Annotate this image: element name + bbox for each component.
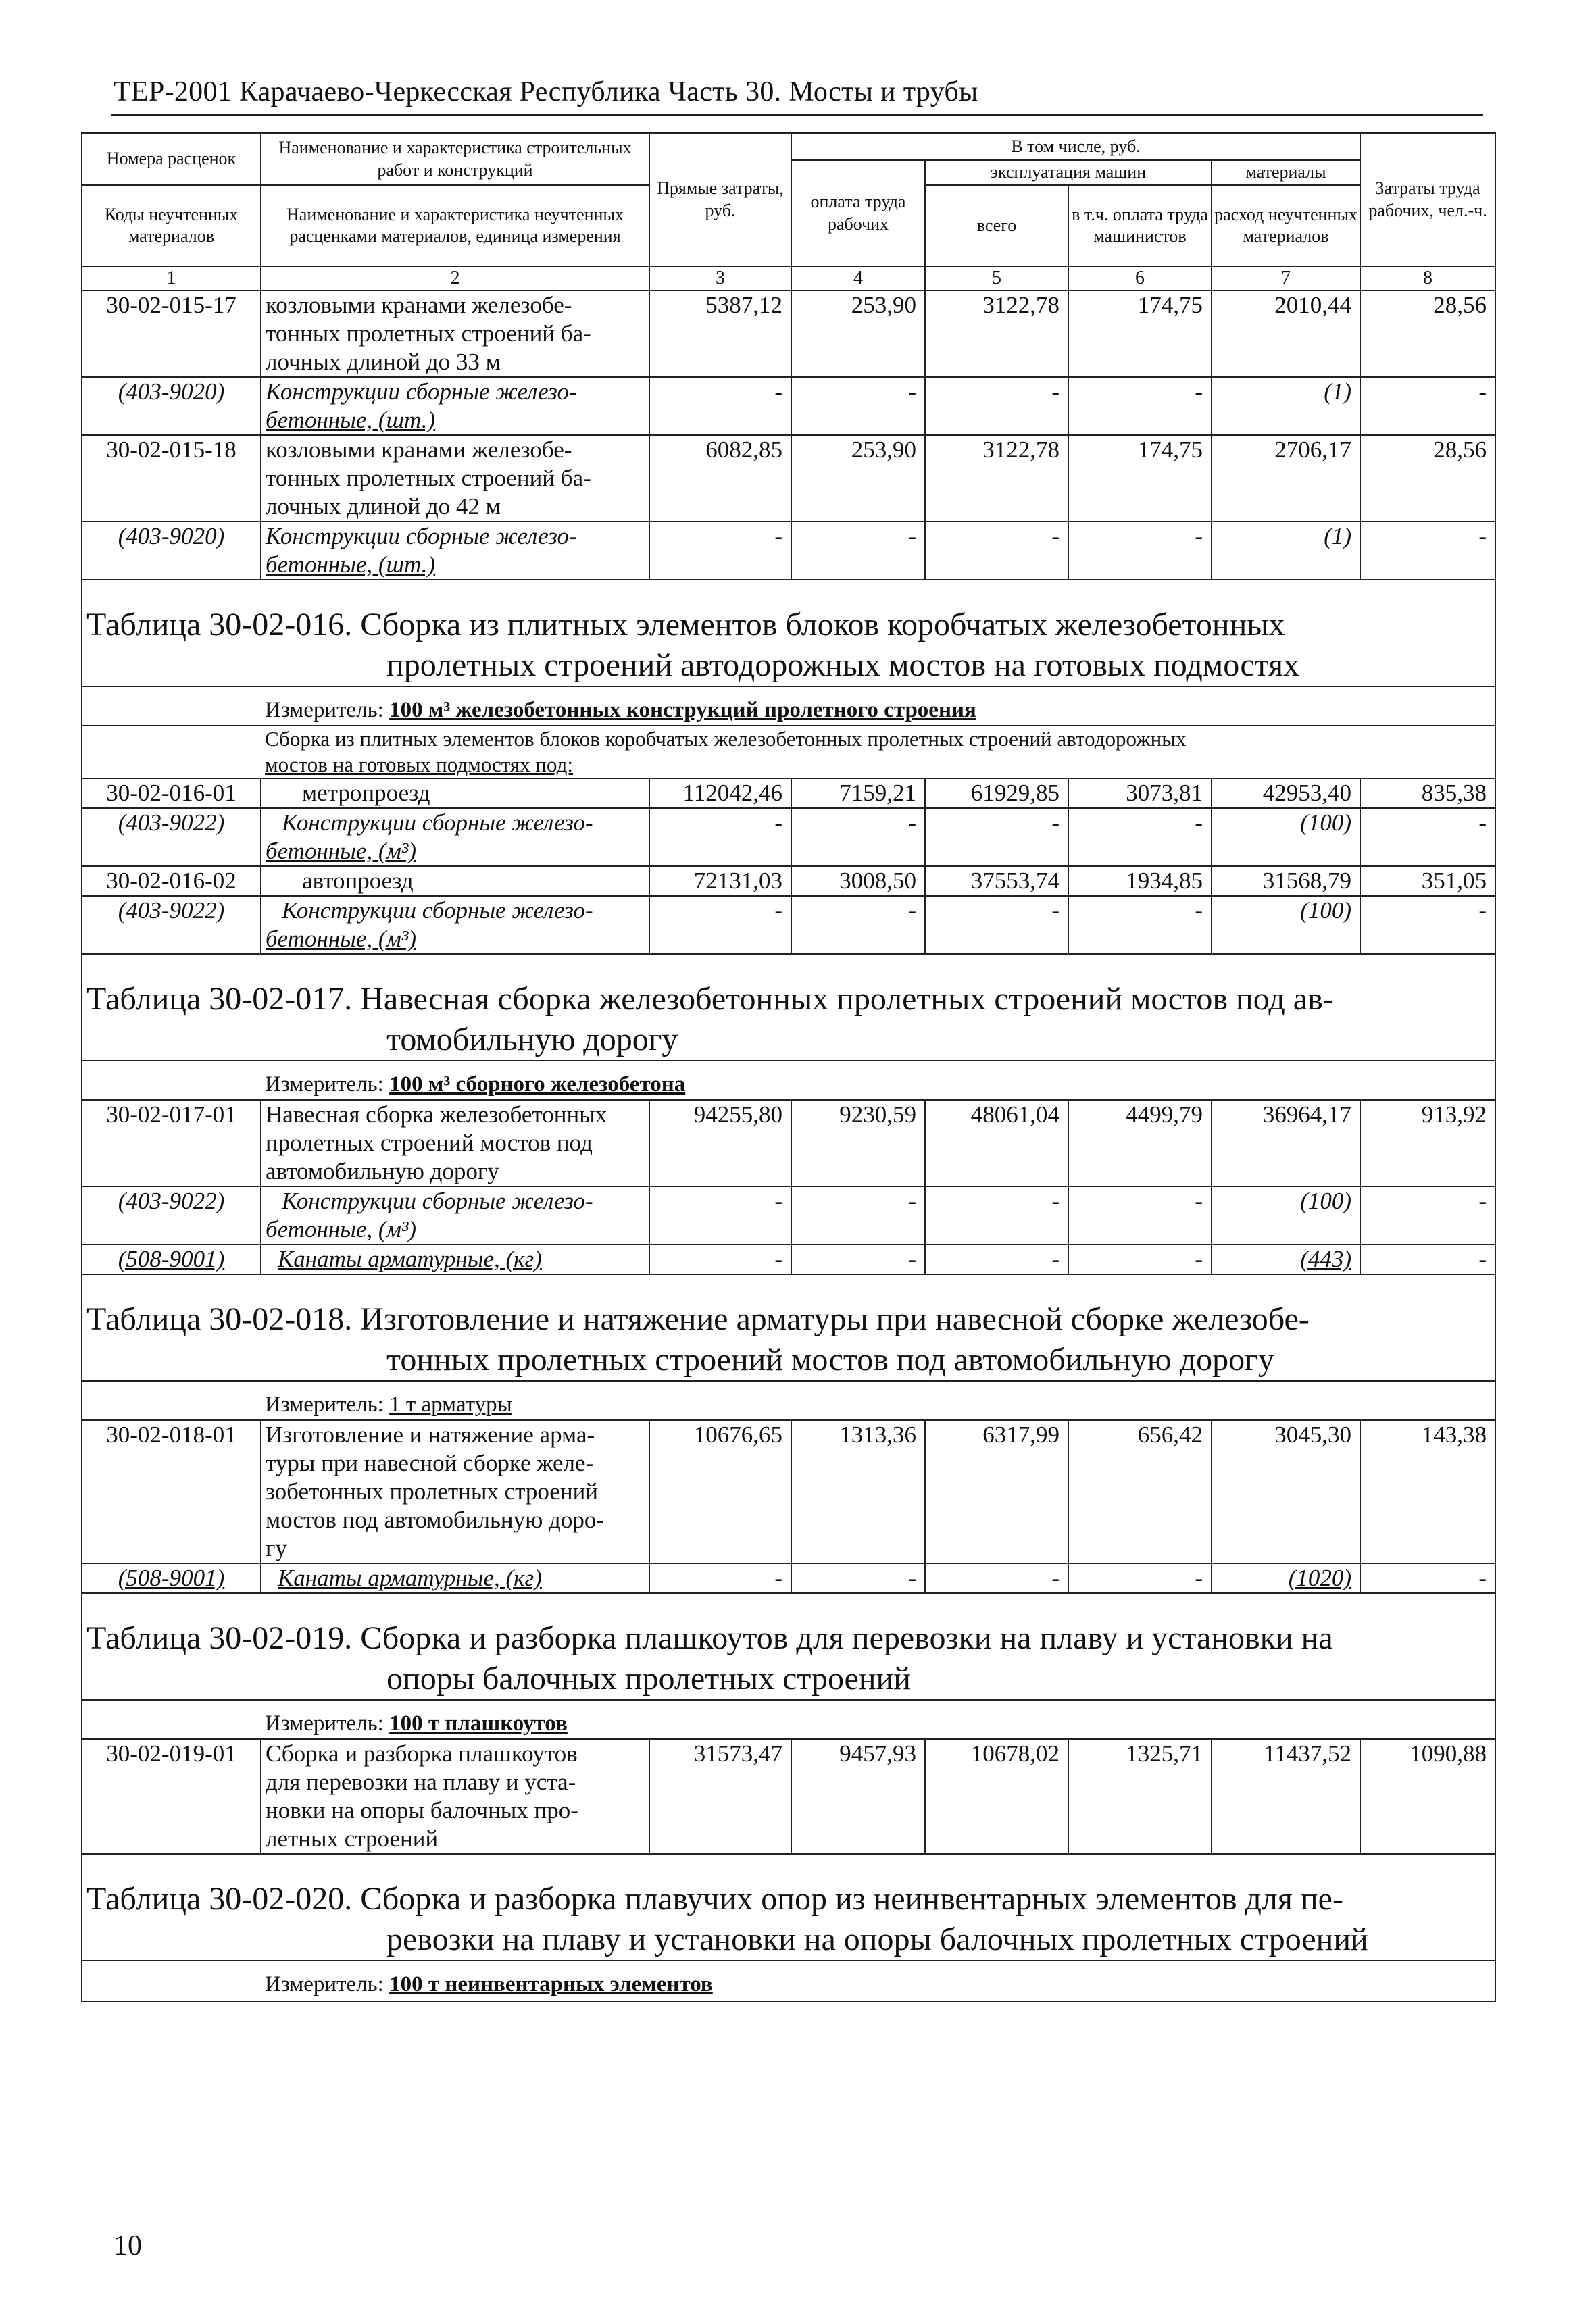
material-name-line: бетонные, (шт.) <box>266 407 436 433</box>
rate-code: 30-02-015-18 <box>82 435 261 522</box>
value-direct: - <box>649 808 791 866</box>
table-title-text: Изготовление и натяжение арматуры при навесной сборке железобе- <box>360 1301 1310 1337</box>
table-title-text: Сборка из плитных элементов блоков коробчатых железобетонных <box>360 607 1285 643</box>
table-number: Таблица 30-02-019. <box>86 1620 353 1656</box>
col-header-labor: Затраты труда рабочих, чел.-ч. <box>1360 133 1495 266</box>
value-materials: (1020) <box>1212 1563 1360 1593</box>
measure-value: 100 т неинвентарных элементов <box>389 1972 713 1996</box>
measure-unit <box>82 1061 1495 1100</box>
col-num: 8 <box>1360 266 1495 291</box>
work-name <box>261 435 649 522</box>
table-row <box>82 291 1495 377</box>
work-name-line: туры при навесной сборке желе- <box>266 1450 594 1476</box>
col-header-including: В том числе, руб. <box>791 133 1360 160</box>
measure-unit <box>82 1700 1495 1739</box>
value-labor: 913,92 <box>1360 1100 1495 1186</box>
material-code: (403-9022) <box>82 808 261 866</box>
value-operators: - <box>1068 522 1212 580</box>
table-number: Таблица 30-02-017. <box>86 981 353 1017</box>
value-materials: (100) <box>1212 808 1360 866</box>
measure-value: 100 м³ железобетонных конструкций пролетного строения <box>389 698 976 722</box>
table-row <box>82 778 1495 808</box>
table-title-text: опоры балочных пролетных строений <box>386 1661 911 1696</box>
work-name-line: лочных длиной до 42 м <box>266 493 501 520</box>
col-header-direct-costs: Прямые затраты, руб. <box>649 133 791 266</box>
work-name-line: козловыми кранами железобе- <box>266 292 572 318</box>
material-name <box>261 522 649 580</box>
value-machines: - <box>925 377 1068 435</box>
col-num: 7 <box>1212 266 1360 291</box>
value-operators: - <box>1068 1563 1212 1593</box>
measure-value: 100 т плашкоутов <box>389 1711 568 1736</box>
value-labor: 835,38 <box>1360 778 1495 808</box>
table-title-row <box>82 1854 1495 1961</box>
value-materials: 31568,79 <box>1212 866 1360 896</box>
material-row <box>82 808 1495 866</box>
material-code: (508-9001) <box>82 1563 261 1593</box>
page-number: 10 <box>114 2230 142 2261</box>
work-name-line: для перевозки на плаву и уста- <box>266 1769 576 1795</box>
measure-label: Измеритель: <box>265 698 384 722</box>
work-name <box>261 291 649 377</box>
material-name: Канаты арматурные, (кг) <box>261 1244 649 1274</box>
value-wages: 253,90 <box>791 435 925 522</box>
value-labor: - <box>1360 522 1495 580</box>
value-materials: (1) <box>1212 522 1360 580</box>
work-name-line: пролетных строений мостов под <box>266 1130 593 1156</box>
col-header-wages: оплата труда рабочих <box>791 160 925 266</box>
material-name <box>261 808 649 866</box>
rate-code: 30-02-018-01 <box>82 1420 261 1563</box>
material-name-line: Конструкции сборные железо- <box>282 1188 593 1214</box>
rate-code: 30-02-016-02 <box>82 866 261 896</box>
value-direct: 72131,03 <box>649 866 791 896</box>
work-name-line: Сборка и разборка плашкоутов <box>266 1740 578 1767</box>
value-operators: 3073,81 <box>1068 778 1212 808</box>
value-operators: - <box>1068 1244 1212 1274</box>
header-rule <box>111 114 1483 116</box>
value-direct: - <box>649 896 791 954</box>
col-header-materials: материалы <box>1212 160 1360 185</box>
rates-table <box>81 132 1496 2002</box>
col-header-operator-wages: в т.ч. оплата труда машинистов <box>1068 185 1212 266</box>
col-num: 5 <box>925 266 1068 291</box>
material-code: (403-9022) <box>82 896 261 954</box>
rate-code: 30-02-015-17 <box>82 291 261 377</box>
measure-label: Измеритель: <box>265 1392 384 1417</box>
col-num: 6 <box>1068 266 1212 291</box>
col-header-machines-total: всего <box>925 185 1068 266</box>
table-title-017 <box>82 954 1495 1061</box>
work-name-line: козловыми кранами железобе- <box>266 436 572 463</box>
value-labor: - <box>1360 1563 1495 1593</box>
value-labor: - <box>1360 377 1495 435</box>
table-number: Таблица 30-02-020. <box>86 1881 353 1917</box>
value-materials: (100) <box>1212 896 1360 954</box>
work-name-line: Изготовление и натяжение арма- <box>266 1422 595 1448</box>
value-labor: - <box>1360 896 1495 954</box>
table-title-text: ревозки на плаву и установки на опоры балочных пролетных строений <box>386 1921 1368 1957</box>
rate-code: 30-02-019-01 <box>82 1739 261 1854</box>
material-row <box>82 377 1495 435</box>
value-wages: 9457,93 <box>791 1739 925 1854</box>
value-wages: - <box>791 522 925 580</box>
value-materials: 2706,17 <box>1212 435 1360 522</box>
value-operators: 656,42 <box>1068 1420 1212 1563</box>
value-operators: - <box>1068 808 1212 866</box>
value-direct: - <box>649 1244 791 1274</box>
material-code: (508-9001) <box>82 1244 261 1274</box>
value-machines: 3122,78 <box>925 435 1068 522</box>
value-direct: 112042,46 <box>649 778 791 808</box>
section-heading-line: Сборка из плитных элементов блоков коробчатых железобетонных пролетных строений автодорожных <box>265 727 1187 751</box>
col-num: 3 <box>649 266 791 291</box>
col-header-machines: эксплуатация машин <box>925 160 1212 185</box>
value-direct: 31573,47 <box>649 1739 791 1854</box>
value-wages: - <box>791 896 925 954</box>
measure-label: Измеритель: <box>265 1711 384 1736</box>
work-name-line: летных строений <box>266 1826 439 1852</box>
work-name-line: гу <box>266 1535 287 1561</box>
value-wages: - <box>791 808 925 866</box>
value-wages: - <box>791 1186 925 1244</box>
material-name-line: бетонные, (м³) <box>266 926 417 952</box>
value-operators: 4499,79 <box>1068 1100 1212 1186</box>
table-title-row <box>82 954 1495 1061</box>
value-operators: - <box>1068 377 1212 435</box>
value-direct: - <box>649 1563 791 1593</box>
col-num: 2 <box>261 266 649 291</box>
material-name-line: бетонные, (м³) <box>266 838 417 864</box>
table-title-text: Навесная сборка железобетонных пролетных строений мостов под ав- <box>360 981 1334 1017</box>
material-name <box>261 377 649 435</box>
rate-code: 30-02-016-01 <box>82 778 261 808</box>
material-name-line: бетонные, (м³) <box>266 1216 417 1242</box>
material-row <box>82 896 1495 954</box>
material-row <box>82 1563 1495 1593</box>
table-row <box>82 1100 1495 1186</box>
col-num: 4 <box>791 266 925 291</box>
value-materials: (100) <box>1212 1186 1360 1244</box>
section-heading <box>82 726 1495 778</box>
table-title-016 <box>82 580 1495 686</box>
material-row <box>82 1186 1495 1244</box>
value-direct: 5387,12 <box>649 291 791 377</box>
material-code: (403-9020) <box>82 522 261 580</box>
value-machines: - <box>925 522 1068 580</box>
table-title-text: Сборка и разборка плавучих опор из неинвентарных элементов для пе- <box>360 1881 1343 1917</box>
rate-code: 30-02-017-01 <box>82 1100 261 1186</box>
material-name-line: Конструкции сборные железо- <box>282 897 593 924</box>
material-name: Канаты арматурные, (кг) <box>261 1563 649 1593</box>
measure-unit <box>82 1381 1495 1420</box>
value-direct: 6082,85 <box>649 435 791 522</box>
value-direct: - <box>649 377 791 435</box>
value-wages: - <box>791 1563 925 1593</box>
measure-label: Измеритель: <box>265 1072 384 1097</box>
value-wages: 253,90 <box>791 291 925 377</box>
value-operators: 174,75 <box>1068 291 1212 377</box>
material-name <box>261 1186 649 1244</box>
value-machines: 61929,85 <box>925 778 1068 808</box>
material-name-line: бетонные, (шт.) <box>266 551 436 578</box>
work-name-line: тонных пролетных строений ба- <box>266 320 591 347</box>
value-wages: 9230,59 <box>791 1100 925 1186</box>
measure-value: 1 т арматуры <box>389 1392 512 1417</box>
material-code: (403-9020) <box>82 377 261 435</box>
col-header-material-usage: расход неучтенных материалов <box>1212 185 1360 266</box>
value-machines: - <box>925 808 1068 866</box>
table-number: Таблица 30-02-018. <box>86 1301 353 1337</box>
value-operators: - <box>1068 1186 1212 1244</box>
value-materials: 36964,17 <box>1212 1100 1360 1186</box>
table-title-text: Сборка и разборка плашкоутов для перевозки на плаву и установки на <box>360 1620 1333 1656</box>
work-name: автопроезд <box>261 866 649 896</box>
table-row <box>82 1739 1495 1854</box>
section-heading-line: мостов на готовых подмостях под: <box>265 753 574 776</box>
col-header-work-name: Наименование и характеристика строительных работ и конструкций <box>261 133 649 185</box>
work-name-line: автомобильную дорогу <box>266 1158 499 1184</box>
table-title-text: тонных пролетных строений мостов под автомобильную дорогу <box>386 1342 1274 1378</box>
value-materials: 2010,44 <box>1212 291 1360 377</box>
measure-unit <box>82 686 1495 726</box>
value-materials: 3045,30 <box>1212 1420 1360 1563</box>
value-materials: 11437,52 <box>1212 1739 1360 1854</box>
table-title-020 <box>82 1854 1495 1961</box>
value-operators: 1934,85 <box>1068 866 1212 896</box>
value-wages: 1313,36 <box>791 1420 925 1563</box>
col-header-material-name: Наименование и характеристика неучтенных расценками материалов, единица измерения <box>261 185 649 266</box>
page-header-title: ТЕР-2001 Карачаево-Черкесская Республика Часть 30. Мосты и трубы <box>114 76 978 107</box>
value-direct: 10676,65 <box>649 1420 791 1563</box>
measure-value: 100 м³ сборного железобетона <box>389 1072 686 1097</box>
column-number-row <box>82 266 1495 291</box>
col-num: 1 <box>82 266 261 291</box>
value-labor: - <box>1360 1244 1495 1274</box>
value-operators: - <box>1068 896 1212 954</box>
work-name: метропроезд <box>261 778 649 808</box>
table-title-018 <box>82 1274 1495 1381</box>
value-labor: 1090,88 <box>1360 1739 1495 1854</box>
work-name <box>261 1420 649 1563</box>
table-title-row <box>82 1274 1495 1381</box>
table-row <box>82 1420 1495 1563</box>
material-row <box>82 522 1495 580</box>
value-labor: - <box>1360 808 1495 866</box>
table-title-row <box>82 1593 1495 1700</box>
value-labor: 28,56 <box>1360 291 1495 377</box>
value-direct: - <box>649 1186 791 1244</box>
material-name-line: Конструкции сборные железо- <box>266 523 577 549</box>
work-name-line: Навесная сборка железобетонных <box>266 1101 607 1128</box>
value-wages: 7159,21 <box>791 778 925 808</box>
table-row <box>82 866 1495 896</box>
value-labor: 351,05 <box>1360 866 1495 896</box>
measure-unit <box>82 1961 1495 2001</box>
value-materials: (1) <box>1212 377 1360 435</box>
work-name <box>261 1739 649 1854</box>
col-header-material-codes: Коды неучтенных материалов <box>82 185 261 266</box>
table-title-text: томобильную дорогу <box>386 1022 678 1057</box>
table-title-019 <box>82 1593 1495 1700</box>
value-machines: - <box>925 1244 1068 1274</box>
value-labor: - <box>1360 1186 1495 1244</box>
col-header-rate-number: Номера расценок <box>82 133 261 185</box>
work-name-line: лочных длиной до 33 м <box>266 349 501 375</box>
value-direct: 94255,80 <box>649 1100 791 1186</box>
value-machines: 3122,78 <box>925 291 1068 377</box>
work-name-line: тонных пролетных строений ба- <box>266 465 591 491</box>
value-operators: 174,75 <box>1068 435 1212 522</box>
work-name <box>261 1100 649 1186</box>
value-wages: 3008,50 <box>791 866 925 896</box>
table-row <box>82 435 1495 522</box>
material-row <box>82 1244 1495 1274</box>
material-name <box>261 896 649 954</box>
value-operators: 1325,71 <box>1068 1739 1212 1854</box>
value-machines: 37553,74 <box>925 866 1068 896</box>
material-name-line: Конструкции сборные железо- <box>266 378 577 405</box>
material-code: (403-9022) <box>82 1186 261 1244</box>
work-name-line: мостов под автомобильную доро- <box>266 1507 605 1533</box>
value-labor: 143,38 <box>1360 1420 1495 1563</box>
measure-label: Измеритель: <box>265 1972 384 1996</box>
value-wages: - <box>791 377 925 435</box>
table-title-row <box>82 580 1495 686</box>
value-machines: 48061,04 <box>925 1100 1068 1186</box>
value-machines: - <box>925 896 1068 954</box>
value-labor: 28,56 <box>1360 435 1495 522</box>
table-title-text: пролетных строений автодорожных мостов на готовых подмостях <box>386 647 1300 683</box>
value-materials: (443) <box>1212 1244 1360 1274</box>
value-machines: - <box>925 1563 1068 1593</box>
value-materials: 42953,40 <box>1212 778 1360 808</box>
material-name-line: Конструкции сборные железо- <box>282 809 593 836</box>
value-direct: - <box>649 522 791 580</box>
value-machines: 6317,99 <box>925 1420 1068 1563</box>
table-number: Таблица 30-02-016. <box>86 607 353 643</box>
value-machines: - <box>925 1186 1068 1244</box>
work-name-line: новки на опоры балочных про- <box>266 1797 578 1823</box>
value-wages: - <box>791 1244 925 1274</box>
value-machines: 10678,02 <box>925 1739 1068 1854</box>
work-name-line: зобетонных пролетных строений <box>266 1478 599 1505</box>
